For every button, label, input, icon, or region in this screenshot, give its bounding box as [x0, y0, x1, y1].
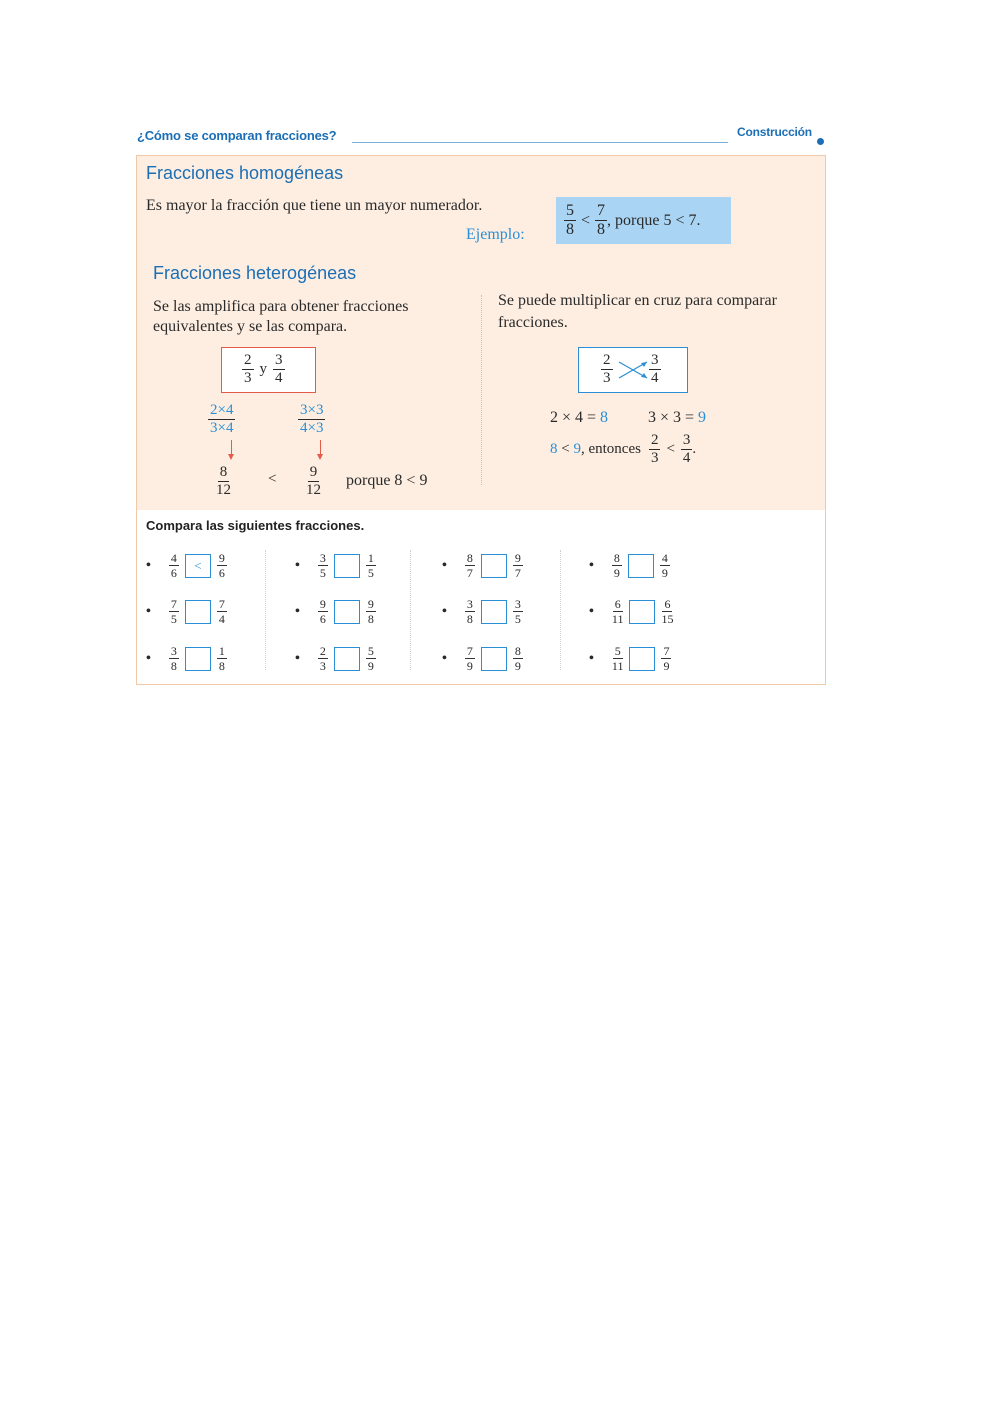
bullet: • — [589, 603, 594, 619]
exercise-item — [295, 552, 376, 579]
answer-box[interactable] — [334, 600, 360, 624]
fraction-right: 9 8 — [367, 597, 374, 626]
result-fraction-b: $\frac{9}{12}$ — [306, 464, 321, 498]
answer-box[interactable] — [334, 647, 360, 671]
exercise-item — [589, 552, 670, 579]
conclusion-line: 8 < 9 , entonces 2 3 < 3 4 . — [550, 432, 697, 466]
fraction: $\frac{2}{3}$ — [603, 352, 611, 386]
fraction-right: 9 6 — [218, 551, 225, 580]
example-box — [556, 197, 731, 244]
column-divider — [265, 550, 266, 670]
result-reason: porque 8 < 9 — [346, 472, 428, 489]
bullet: • — [442, 557, 447, 573]
bullet: • — [295, 650, 300, 666]
fraction-left: 3 5 — [319, 551, 326, 580]
bullet: • — [589, 650, 594, 666]
exercise-item — [146, 645, 227, 672]
bullet: • — [146, 557, 151, 573]
exercise-item — [589, 645, 671, 672]
fraction: 3 4 — [275, 352, 283, 386]
cross-product-1: 2 × 4 = 8 — [550, 409, 609, 426]
conjunction: y — [259, 361, 267, 377]
bullet: • — [146, 603, 151, 619]
fraction-right: 4 9 — [661, 551, 668, 580]
fraction-left: 7 5 — [170, 597, 177, 626]
answer-box[interactable]: < — [185, 554, 211, 578]
fraction-left: 8 9 — [613, 551, 620, 580]
fraction-left: 3 8 — [170, 644, 177, 673]
bullet: • — [146, 650, 151, 666]
fraction-right: 6 15 — [661, 597, 674, 626]
exercise-item — [442, 552, 523, 579]
answer-box[interactable] — [185, 600, 211, 624]
bullet: • — [295, 557, 300, 573]
fraction-right: 5 9 — [367, 644, 374, 673]
header-rule — [352, 142, 728, 143]
cross-product-2: 3 × 3 = 9 — [648, 409, 707, 426]
fraction-left: 6 11 — [611, 597, 624, 626]
operator: < — [581, 211, 591, 229]
cross-multiply-box — [578, 347, 688, 393]
column-divider — [410, 550, 411, 670]
fraction: $\frac{3}{4}$ — [651, 352, 659, 386]
heading-homogeneas: Fracciones homogéneas — [146, 163, 344, 183]
bullet-dot-icon — [817, 138, 824, 145]
column-divider — [560, 550, 561, 670]
bullet: • — [589, 557, 594, 573]
fraction-right: 8 9 — [514, 644, 521, 673]
exercise-item — [295, 645, 376, 672]
exercise-item — [146, 598, 227, 625]
heading-heterogeneas: Fracciones heterogéneas — [153, 263, 357, 283]
bullet: • — [295, 603, 300, 619]
fraction-right: 1 5 — [367, 551, 374, 580]
fraction: 2 3 — [244, 352, 252, 386]
arrow-down-icon — [228, 440, 234, 460]
exercise-item — [146, 552, 227, 579]
amplify-text: Se las amplifica para obtener fracciones equivalentes y se las compara. — [153, 298, 409, 335]
homogeneas-rule-text: Es mayor la fracción que tiene un mayor numerador. — [146, 197, 483, 214]
answer-box[interactable] — [629, 647, 655, 671]
exercise-item — [295, 598, 376, 625]
fraction-left: 2 3 — [319, 644, 326, 673]
fraction-left: 4 6 — [170, 551, 177, 580]
arrow-down-icon — [317, 440, 323, 460]
fraction-right: 7 9 — [663, 644, 670, 673]
section-label: Construcción — [737, 125, 812, 139]
amplified-fraction-b: $\frac{3\times 3}{4\times 3}$ — [300, 402, 324, 436]
fraction-right: 7 4 — [218, 597, 225, 626]
answer-box[interactable] — [481, 554, 507, 578]
amplified-fraction-a: $\frac{2\times 4}{3\times 4}$ — [210, 402, 234, 436]
fraction-left: 3 8 — [466, 597, 473, 626]
exercise-item — [442, 645, 523, 672]
example-reason: , porque 5 < 7. — [607, 211, 701, 229]
answer-box[interactable] — [481, 600, 507, 624]
answer-box[interactable] — [629, 600, 655, 624]
answer-box[interactable] — [628, 554, 654, 578]
ejemplo-label: Ejemplo: — [466, 226, 525, 243]
section-title: ¿Cómo se comparan fracciones? — [137, 128, 337, 143]
fraction-right: 9 7 — [514, 551, 521, 580]
fraction-right: 3 5 — [514, 597, 521, 626]
exercise-item — [442, 598, 523, 625]
fraction: 7 8 — [597, 202, 606, 238]
fraction-pair-box — [221, 347, 316, 393]
cross-multiply-text: Se puede multiplicar en cruz para comparar fracciones. — [498, 292, 777, 331]
column-divider — [481, 295, 482, 485]
exercise-heading: Compara las siguientes fracciones. — [146, 518, 365, 533]
fraction: 5 8 — [566, 202, 574, 238]
fraction-right: 1 8 — [218, 644, 225, 673]
fraction-left: 9 6 — [319, 597, 326, 626]
answer-box[interactable] — [481, 647, 507, 671]
answer-box[interactable] — [185, 647, 211, 671]
result-fraction-a: $\frac{8}{12}$ — [216, 464, 231, 498]
fraction-left: 7 9 — [466, 644, 473, 673]
fraction-left: 8 7 — [466, 551, 473, 580]
bullet: • — [442, 650, 447, 666]
answer-box[interactable] — [334, 554, 360, 578]
exercise-item — [589, 598, 673, 625]
result-operator: < — [268, 471, 277, 487]
fraction-left: 5 11 — [611, 644, 624, 673]
bullet: • — [442, 603, 447, 619]
cross-arrows-icon — [617, 358, 653, 384]
